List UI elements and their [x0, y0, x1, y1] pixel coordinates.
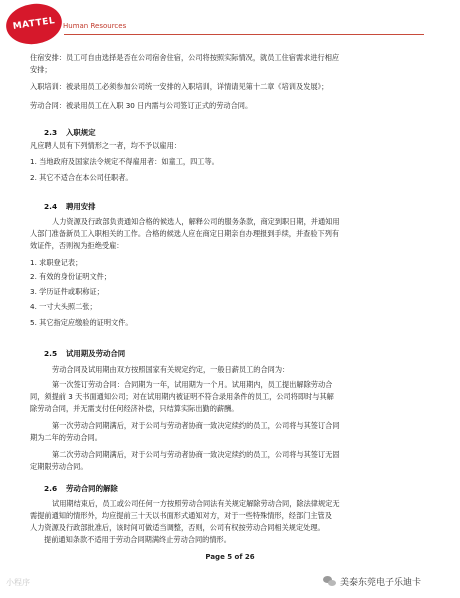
- list-item: 2. 其它不适合在本公司任职者。: [30, 173, 133, 182]
- section-heading: [44, 484, 118, 493]
- paragraph-line: 人部门准备新员工入职相关的工作。合格的候选人应在商定日期亲自办理报到手续，并查验下列有: [30, 229, 340, 238]
- section-number: 2.5: [44, 349, 58, 358]
- intro-line: 住宿安排：员工可自由选择是否在公司宿舍住宿，公司将按照实际情况，就员工住宿需求进行相应: [30, 53, 340, 62]
- paragraph-line: 人力资源及行政部负责通知合格的候选人，解释公司的服务条款，商定到职日期，并通知用: [52, 217, 340, 226]
- wechat-watermark: [323, 575, 421, 588]
- section-title: 入职规定: [66, 128, 96, 137]
- section-heading: [44, 128, 96, 137]
- watermark-text: 美泰东莞电子乐迪卡: [340, 578, 422, 588]
- list-item: 1. 求职登记表；: [30, 258, 83, 267]
- paragraph-line: 凡应聘人员有下列情形之一者，均不予以雇用：: [30, 141, 181, 150]
- paragraph-line: 定期限劳动合同。: [30, 462, 88, 471]
- logo-text: MATTEL: [12, 16, 56, 32]
- section-heading: [44, 202, 96, 211]
- paragraph-line: 需提前通知的情形外，均应提前三十天以书面形式通知对方，对于一些特殊情形，经部门主管及: [30, 511, 332, 520]
- paragraph-line: 提前通知条款不适用于劳动合同期满终止劳动合同的情形。: [44, 535, 231, 544]
- list-item: 4. 一寸大头照二张；: [30, 302, 97, 311]
- section-number: 2.3: [44, 128, 58, 137]
- intro-line: 入职培训：被录用员工必须参加公司统一安排的入职培训，详情请见第十二章《培训及发展》；: [30, 82, 329, 91]
- list-item: 1. 当地政府及国家法令规定不得雇用者：如童工，四工等。: [30, 157, 219, 166]
- document-header: [0, 0, 460, 56]
- paragraph-line: 期为二年的劳动合同。: [30, 433, 102, 442]
- intro-line: 安排；: [30, 65, 52, 74]
- list-item: 3. 学历证件或职称证；: [30, 287, 104, 296]
- section-title: 试用期及劳动合同: [66, 349, 126, 358]
- section-title: 劳动合同的解除: [66, 484, 118, 493]
- paragraph-line: 效证件，否则视为拒绝受雇：: [30, 241, 124, 250]
- wechat-icon: [323, 576, 336, 587]
- intro-line: 劳动合同：被录用员工在入职 30 日内需与公司签订正式的劳动合同。: [30, 101, 253, 110]
- paragraph-line: 试用期结束后，员工或公司任何一方按照劳动合同法有关规定解除劳动合同，除法律规定无: [52, 499, 340, 508]
- header-divider: [64, 34, 424, 35]
- paragraph-line: 同，须提前 3 天书面通知公司；对在试用期内被证明不符合录用条件的员工，公司将即时与其解: [30, 392, 334, 401]
- list-item: 2. 有效的身份证明文件；: [30, 272, 112, 281]
- section-title: 聘用安排: [66, 202, 96, 211]
- mattel-logo: [3, 0, 64, 47]
- paragraph-line: 第二次劳动合同期满后，对于公司与劳动者协商一致决定续约的员工，公司将与其签订无固: [52, 450, 340, 459]
- paragraph-line: 人力资源及行政部批准后，该时间可做适当调整，否则，公司有权按劳动合同相关规定处理。: [30, 523, 325, 532]
- department-label: Human Resources: [63, 22, 127, 30]
- list-item: 5. 其它指定应缴验的证明文件。: [30, 318, 133, 327]
- section-heading: [44, 349, 125, 358]
- page-number: Page 5 of 26: [205, 553, 255, 561]
- section-number: 2.4: [44, 202, 58, 211]
- section-number: 2.6: [44, 484, 58, 493]
- paragraph-line: 第一次签订劳动合同：合同期为一年，试用期为一个月。试用期内，员工提出解除劳动合: [52, 380, 333, 389]
- paragraph-line: 第一次劳动合同期满后，对于公司与劳动者协商一致决定续约的员工，公司将与其签订合同: [52, 421, 340, 430]
- watermark-left: 小程序: [6, 578, 30, 587]
- paragraph-line: 除劳动合同，并无需支付任何经济补偿，只结算实际出勤的薪酬。: [30, 404, 239, 413]
- paragraph-line: 劳动合同及试用期由双方按照国家有关规定约定，一般日薪员工的合同为：: [52, 365, 290, 374]
